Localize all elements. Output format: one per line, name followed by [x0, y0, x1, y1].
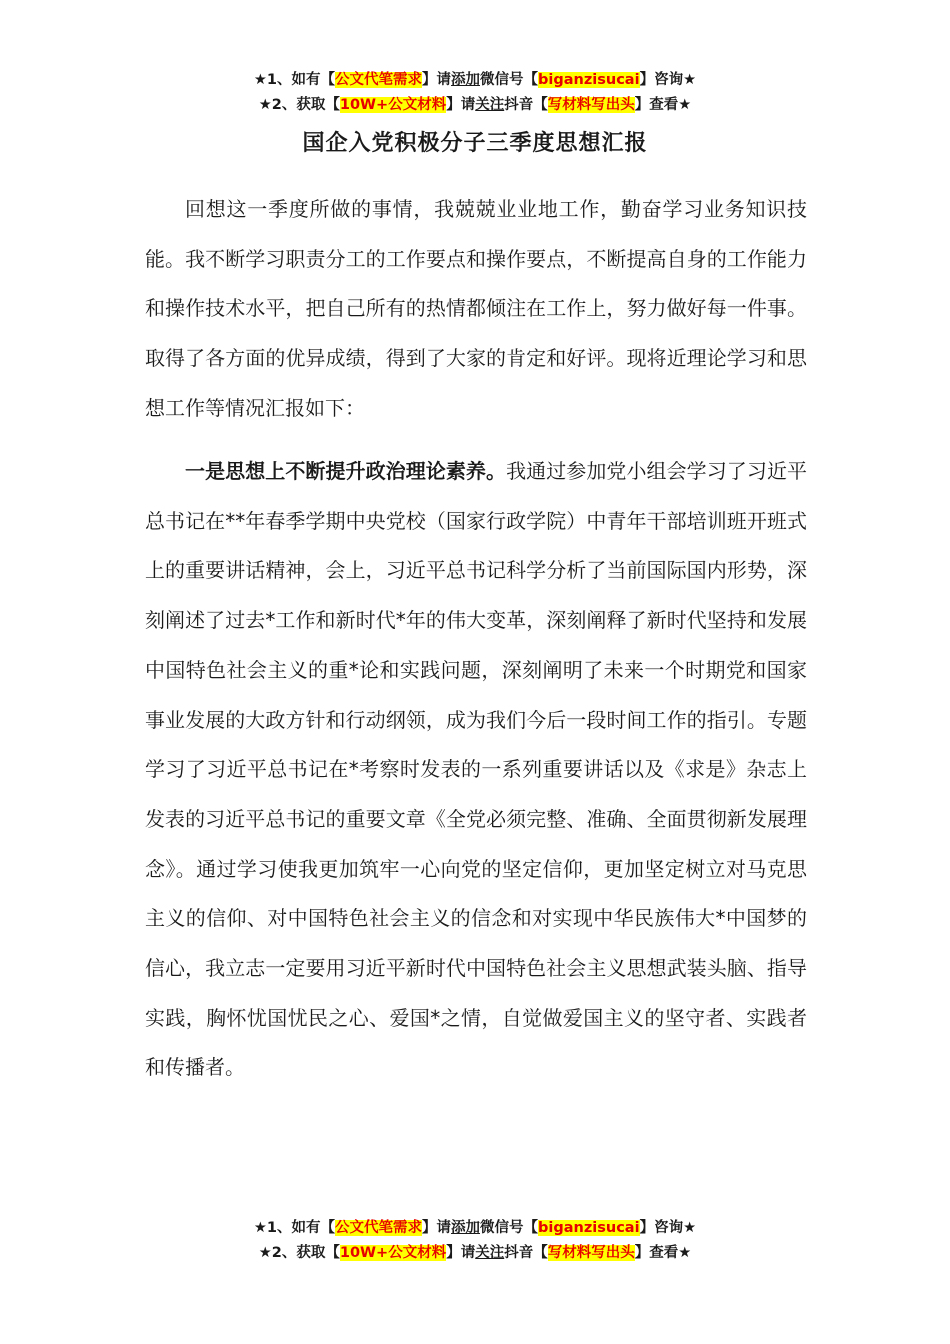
paragraph-section-one [145, 447, 807, 1093]
banner-text: 抖音【 [504, 97, 548, 113]
banner-highlight: 写材料写出头 [547, 97, 635, 113]
header-banner [0, 68, 950, 118]
banner-highlight: biganzisucai [538, 72, 640, 88]
banner-text: 微信号【 [480, 72, 539, 88]
document-title: 国企入党积极分子三季度思想汇报 [302, 131, 648, 156]
banner-highlight: 公文代笔需求 [335, 72, 423, 88]
paragraph-body: 我通过参加党小组会学习了习近平总书记在**年春季学期中央党校（国家行政学院）中青年干部培训班开班式上的重要讲话精神，会上，习近平总书记科学分析了当前国际国内形势，深刻阐述了过去*工作和新时代*年的伟大变革，深刻阐释了新时代坚持和发展中国特色社会主义的重*论和实践问题，深刻阐明了未来一个时期党和国家事业发展的大政方针和行动纲领，成为我们今后一段时间工作的指引。专题学习了习近平总书记在*考察时发表的一系列重要讲话以及《求是》杂志上发表的习近平总书记的重要文章《全党必须完整、准确、全面贯彻新发展理念》。通过学习使我更加筑牢一心向党的坚定信仰，更加坚定树立对马克思主义的信仰、对中国特色社会主义的信念和对实现中华民族伟大*中国梦的信心，我立志一定要用习近平新时代中国特色社会主义思想武装头脑、指导实践，胸怀忧国忧民之心、爱国*之情，自觉做爱国主义的坚守者、实践者和传播者。 [145, 459, 808, 1080]
banner-highlight: 写材料写出头 [547, 1245, 635, 1261]
banner-line-1 [0, 1216, 950, 1241]
banner-text: 】请 [446, 97, 476, 113]
banner-text: 】查看★ [634, 1245, 692, 1261]
banner-line-2 [0, 1241, 950, 1266]
paragraph-lead: 一是思想上不断提升政治理论素养。 [185, 459, 507, 483]
banner-text: 】请 [422, 1220, 452, 1236]
banner-emphasis: 添加 [451, 72, 481, 88]
banner-text: ★2、获取【 [258, 1245, 340, 1261]
banner-highlight: 10W+公文材料 [339, 97, 447, 113]
banner-emphasis: 关注 [475, 1245, 505, 1261]
banner-text: 】咨询★ [639, 1220, 697, 1236]
banner-text: ★2、获取【 [258, 97, 340, 113]
banner-highlight: 10W+公文材料 [339, 1245, 447, 1261]
banner-text: 】查看★ [634, 97, 692, 113]
banner-text: 】请 [422, 72, 452, 88]
banner-line-2 [0, 93, 950, 118]
banner-text: 微信号【 [480, 1220, 539, 1236]
banner-text: 】咨询★ [639, 72, 697, 88]
banner-highlight: biganzisucai [538, 1220, 640, 1236]
banner-text: 抖音【 [504, 1245, 548, 1261]
banner-text: ★1、如有【 [253, 1220, 336, 1236]
banner-highlight: 公文代笔需求 [335, 1220, 423, 1236]
banner-text: 】请 [446, 1245, 476, 1261]
footer-banner [0, 1216, 950, 1266]
banner-text: ★1、如有【 [253, 72, 336, 88]
banner-line-1 [0, 68, 950, 93]
paragraph-intro: 回想这一季度所做的事情，我兢兢业业地工作，勤奋学习业务知识技能。我不断学习职责分工的工作要点和操作要点，不断提高自身的工作能力和操作技术水平，把自己所有的热情都倾注在工作上，努力做好每一件事。取得了各方面的优异成绩，得到了大家的肯定和好评。现将近理论学习和思想工作等情况汇报如下： [145, 197, 807, 420]
banner-emphasis: 添加 [451, 1220, 481, 1236]
banner-emphasis: 关注 [475, 97, 505, 113]
